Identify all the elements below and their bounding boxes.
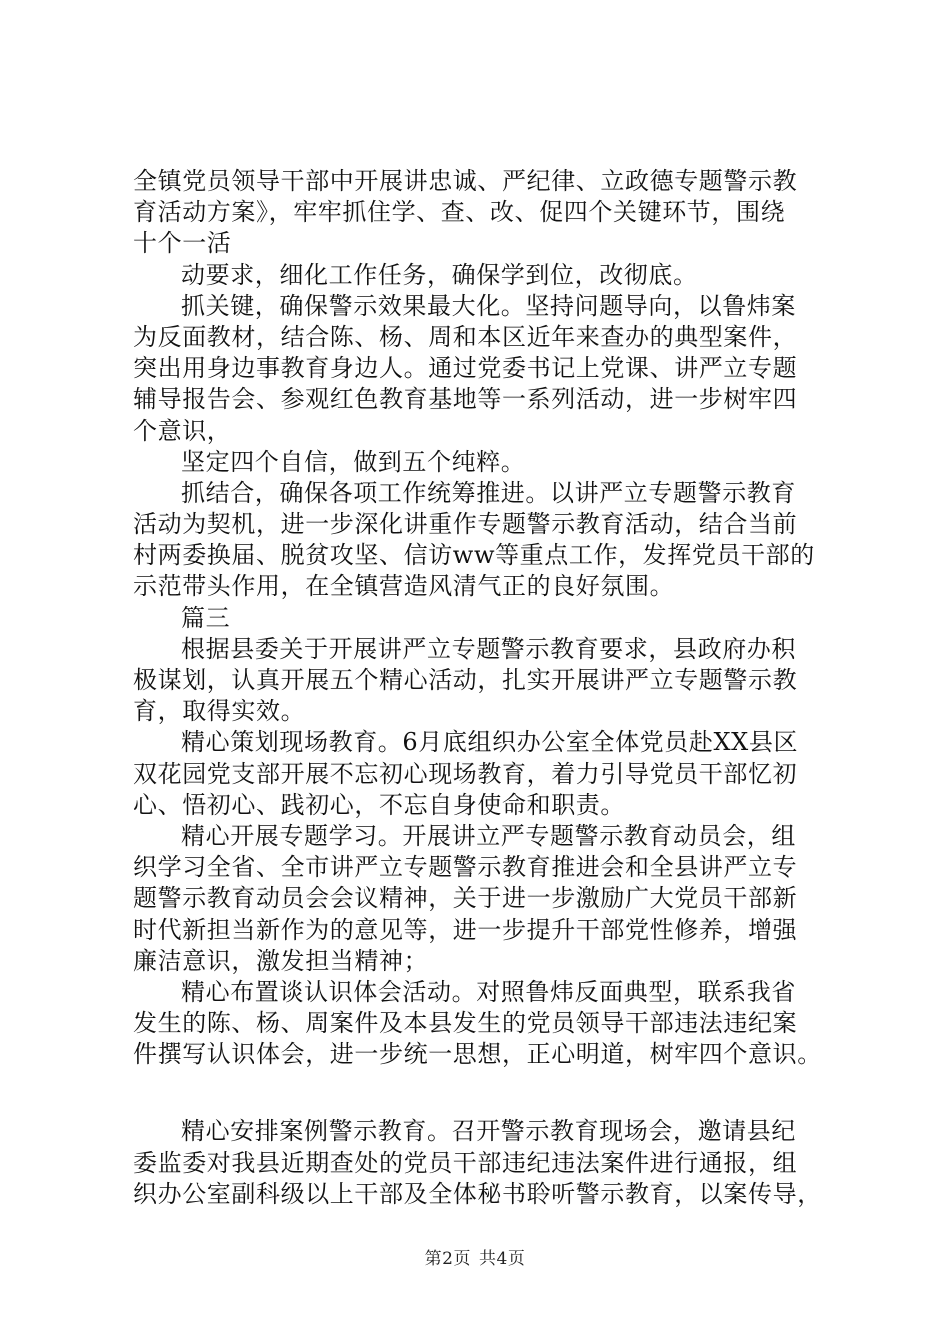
text-line: 十个一活 <box>133 229 232 258</box>
text-line: 示范带头作用，在全镇营造风清气正的良好氛围。 <box>133 572 675 601</box>
text-line: 辅导报告会、参观红色教育基地等一系列活动，进一步树牢四 <box>133 385 798 414</box>
text-line: 育活动方案》，牢牢抓住学、查、改、促四个关键环节，围绕 <box>133 198 786 227</box>
text-line: 个意识， <box>133 416 232 445</box>
text-line: 极谋划，认真开展五个精心活动，扎实开展讲严立专题警示教 <box>133 666 798 694</box>
text-line: 心、悟初心、践初心，不忘自身使命和职责。 <box>133 790 625 819</box>
text-line: 突出用身边事教育身边人。通过党委书记上党课、讲严立专题 <box>133 354 798 383</box>
paragraph-gap <box>133 1070 833 1116</box>
page-number: 第2页 <box>424 1249 471 1269</box>
text-line: 为反面教材，结合陈、杨、周和本区近年来查办的典型案件， <box>133 322 798 351</box>
section-heading: 篇三 <box>181 603 231 632</box>
paragraph-start-line: 精心策划现场教育。6月底组织办公室全体党员赴XX县区 <box>181 728 799 757</box>
paragraph-start-line: 根据县委关于开展讲严立专题警示教育要求，县政府办积 <box>181 634 796 663</box>
text-line: 活动为契机，进一步深化讲重作专题警示教育活动，结合当前 <box>133 510 798 539</box>
text-line: 育，取得实效。 <box>133 697 306 726</box>
paragraph-start-line: 精心开展专题学习。开展讲立严专题警示教育动员会，组 <box>181 821 796 850</box>
paragraph-start-line: 精心布置谈认识体会活动。对照鲁炜反面典型，联系我省 <box>181 977 796 1006</box>
paragraph-start-line: 抓结合，确保各项工作统筹推进。以讲严立专题警示教育 <box>181 478 796 507</box>
paragraph-start-line: 抓关键，确保警示效果最大化。坚持问题导向，以鲁炜案 <box>181 291 796 320</box>
text-line: 件撰写认识体会，进一步统一思想，正心明道，树牢四个意识。 <box>133 1040 822 1069</box>
text-line: 双花园党支部开展不忘初心现场教育，着力引导党员干部忆初 <box>133 759 798 788</box>
text-line: 织学习全省、全市讲严立专题警示教育推进会和全县讲严立专 <box>133 853 798 882</box>
page-footer <box>0 1244 950 1269</box>
paragraph-start-line: 精心安排案例警示教育。召开警示教育现场会，邀请县纪 <box>181 1117 796 1146</box>
text-line: 坚定四个自信，做到五个纯粹。 <box>181 447 526 476</box>
text-line: 织办公室副科级以上干部及全体秘书聆听警示教育，以案传导， <box>133 1179 822 1208</box>
page-total: 共4页 <box>479 1249 526 1269</box>
text-line: 全镇党员领导干部中开展讲忠诚、严纪律、立政德专题警示教 <box>133 167 798 195</box>
text-line: 时代新担当新作为的意见等，进一步提升干部党性修养，增强 <box>133 915 798 944</box>
text-line: 村两委换届、脱贫攻坚、信访ww等重点工作，发挥党员干部的 <box>133 541 815 570</box>
text-line: 发生的陈、杨、周案件及本县发生的党员领导干部违法违纪案 <box>133 1009 798 1038</box>
text-line: 廉洁意识，激发担当精神； <box>133 946 429 975</box>
text-line: 委监委对我县近期查处的党员干部违纪违法案件进行通报，组 <box>133 1148 798 1177</box>
text-line: 题警示教育动员会会议精神，关于进一步激励广大党员干部新 <box>133 884 798 913</box>
document-body <box>133 166 833 1210</box>
text-line: 动要求，细化工作任务，确保学到位，改彻底。 <box>181 260 698 289</box>
